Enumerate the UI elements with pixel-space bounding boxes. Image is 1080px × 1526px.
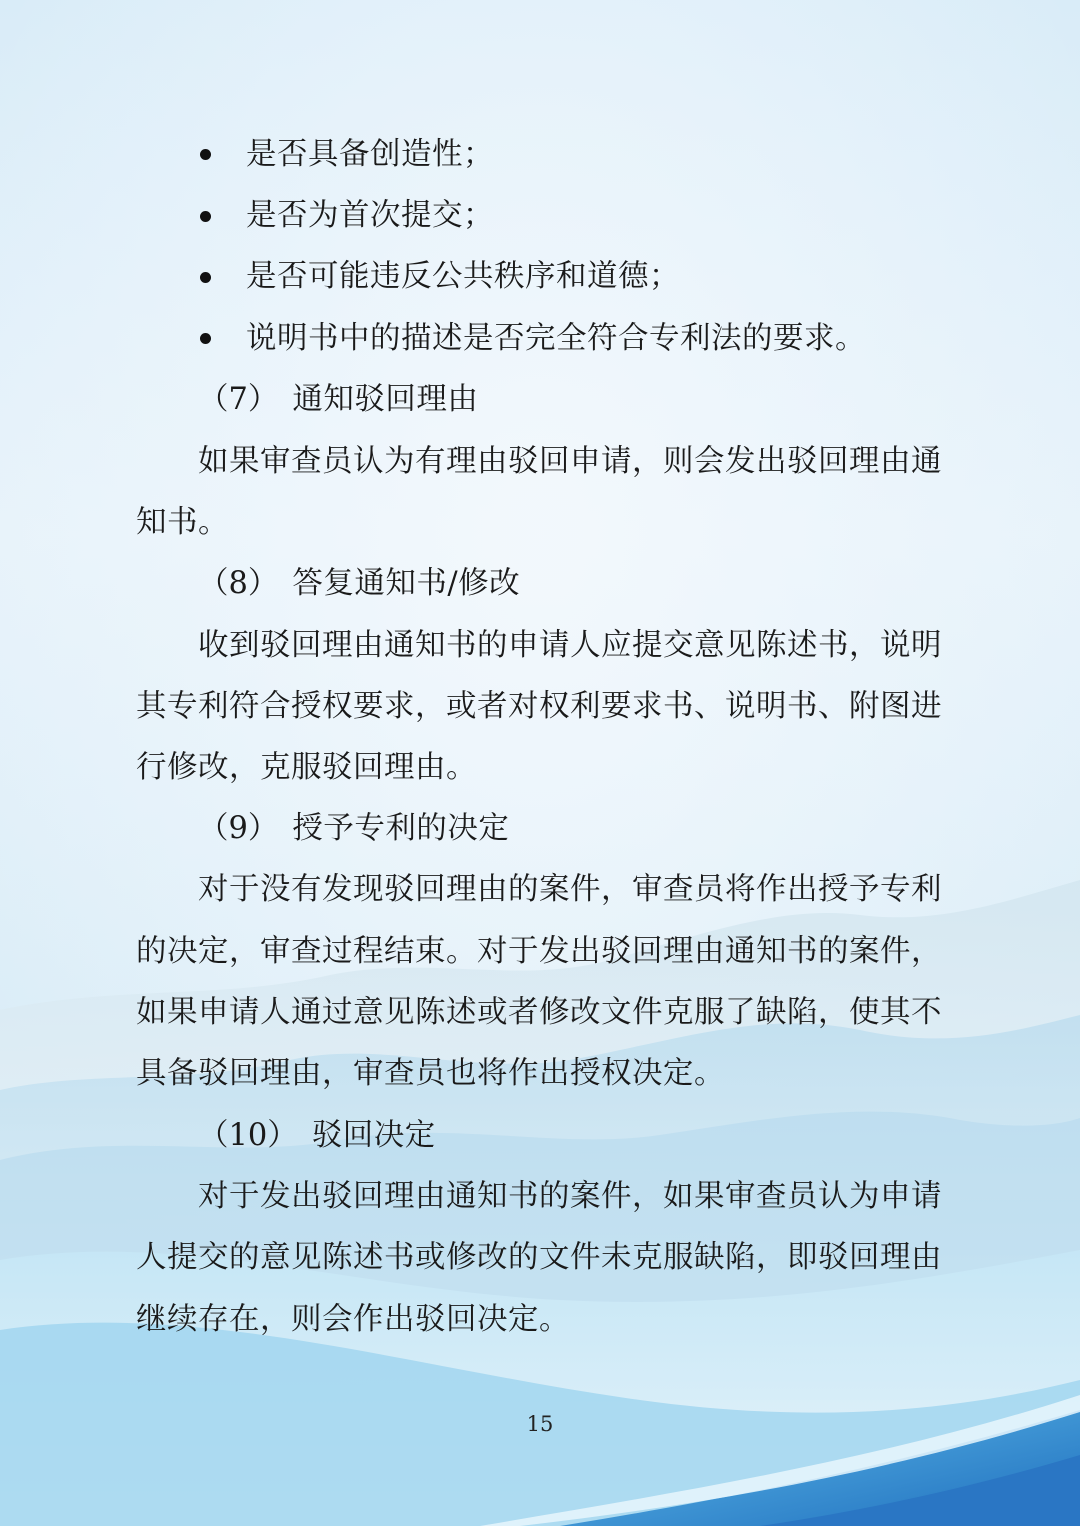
list-item: 说明书中的描述是否完全符合专利法的要求。 — [246, 321, 866, 356]
section-heading — [198, 564, 520, 604]
bullet-dot-icon — [200, 149, 211, 160]
section-heading — [198, 1116, 436, 1156]
paragraph-line: 其专利符合授权要求，或者对权利要求书、说明书、附图进 — [136, 689, 942, 724]
paragraph-line: 收到驳回理由通知书的申请人应提交意见陈述书，说明 — [198, 628, 942, 663]
section-number: （8） — [198, 566, 279, 601]
section-title: 驳回决定 — [311, 1118, 436, 1153]
paragraph-line: 如果申请人通过意见陈述或者修改文件克服了缺陷，使其不 — [136, 995, 942, 1030]
section-title: 通知驳回理由 — [292, 382, 479, 417]
paragraph-line: 的决定，审查过程结束。对于发出驳回理由通知书的案件， — [136, 934, 942, 969]
paragraph-line: 对于发出驳回理由通知书的案件，如果审查员认为申请 — [198, 1179, 942, 1214]
section-number: （9） — [198, 811, 279, 846]
bullet-dot-icon — [200, 211, 211, 222]
paragraph-line: 行修改，克服驳回理由。 — [136, 750, 477, 785]
bullet-dot-icon — [200, 272, 211, 283]
section-number: （10） — [198, 1118, 298, 1153]
paragraph-line: 人提交的意见陈述书或修改的文件未克服缺陷，即驳回理由 — [136, 1240, 942, 1275]
list-item: 是否为首次提交； — [246, 198, 494, 233]
paragraph-line: 如果审查员认为有理由驳回申请，则会发出驳回理由通 — [198, 444, 942, 479]
paragraph-line: 继续存在，则会作出驳回决定。 — [136, 1302, 570, 1337]
list-item: 是否可能违反公共秩序和道德； — [246, 259, 680, 294]
paragraph-line: 对于没有发现驳回理由的案件，审查员将作出授予专利 — [198, 872, 942, 907]
bullet-dot-icon — [200, 333, 211, 344]
section-heading — [198, 809, 509, 849]
page-number: 15 — [526, 1412, 554, 1436]
section-title: 授予专利的决定 — [292, 811, 510, 846]
section-heading — [198, 380, 478, 420]
list-item: 是否具备创造性； — [246, 137, 494, 172]
section-number: （7） — [198, 382, 279, 417]
paragraph-line: 具备驳回理由，审查员也将作出授权决定。 — [136, 1056, 725, 1091]
section-title: 答复通知书/修改 — [292, 566, 521, 601]
paragraph-line: 知书。 — [136, 505, 229, 540]
